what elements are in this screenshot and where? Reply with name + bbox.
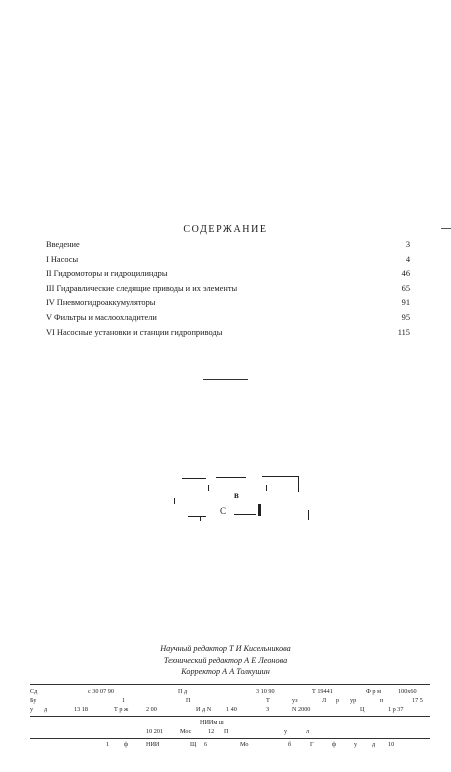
toc-item-page: 91 [401,298,410,308]
imprint-cell: Т [266,697,270,704]
imprint-cell: 1 р 37 [388,706,404,713]
imprint-cell: л [306,728,310,735]
stamp-mark [234,514,256,515]
imprint-cell: 10 201 [146,728,164,735]
stamp-fragment: С [220,506,227,516]
toc-item-page: 3 [405,240,410,249]
imprint-cell: Ф р м [366,688,381,695]
imprint-cell: п [380,697,384,704]
toc-item-page: 65 [401,283,410,293]
imprint-cell: у [30,706,34,713]
toc-item [46,253,410,268]
stamp-fragment: в [234,490,239,500]
imprint-cell: 13 18 [74,706,88,713]
publishing-imprint [30,684,430,750]
toc-item-title: IV Пневмогидроаккумуляторы [46,298,156,308]
proofreader: Корректор А А Толкушин [181,667,270,677]
toc-item-title: V Фильтры и маслоохладители [46,312,157,322]
imprint-cell: Л [322,697,327,704]
imprint-cell: П [186,697,191,704]
toc-item-title: Введение [46,240,80,249]
stamp-mark [262,476,298,477]
imprint-cell: 2 00 [146,706,157,713]
imprint-cell: 3 10 90 [256,688,275,695]
toc-item [46,267,410,282]
imprint-cell: 100х60 [398,688,417,695]
scientific-editor: Научный редактор Т И Кисельникова [160,644,291,653]
toc-item-title: VI Насосные установки и станции гидроприводы [46,327,223,337]
section-rule [203,379,248,380]
stamp-mark [188,516,206,517]
imprint-cell: ф [124,741,129,748]
imprint-cell: 10 [388,741,395,748]
stamp-mark [266,485,267,491]
imprint-cell: 1 [122,697,126,704]
imprint-rule-top [30,684,430,685]
toc-item-page: 115 [397,327,410,337]
imprint-cell: N 2000 [292,706,311,713]
imprint-cell: Сд [30,688,38,695]
imprint-cell: уз [292,697,298,704]
imprint-cell: 1 [106,741,110,748]
imprint-cell: Мос [180,728,192,735]
toc-item [46,296,410,311]
stamp-mark [298,476,299,492]
imprint-cell: ур [350,697,357,704]
stamp-mark [258,504,261,516]
imprint-rule-bottom [30,738,430,739]
imprint-cell: Т 19441 [312,688,333,695]
toc-item-title: III Гидравлические следящие приводы и их элементы [46,283,238,293]
toc-item [46,311,410,326]
imprint-cell: Т р ж [114,706,129,713]
imprint-cell: П [224,728,229,735]
stamp-mark [308,510,309,520]
editorial-credits [0,643,451,678]
imprint-cell: ф [332,741,337,748]
imprint-cell: с 30 07 90 [88,688,114,695]
imprint-cell: Ц [360,706,365,713]
imprint-cell: 17 5 [412,697,423,704]
stamp-mark [200,516,201,521]
library-stamp [170,470,310,530]
toc-item-title: II Гидромоторы и гидроцилиндры [46,269,168,279]
technical-editor: Технический редактор А Е Леонова [163,655,288,665]
toc-item [46,282,410,297]
imprint-cell: 12 [208,728,215,735]
toc-item [46,238,410,253]
imprint-cell: б [288,741,292,748]
table-of-contents [46,238,410,340]
stamp-mark [216,477,246,478]
imprint-cell: Мо [240,741,249,748]
toc-title: СОДЕРЖАНИЕ [183,224,268,235]
toc-item-page: 4 [405,254,410,264]
toc-item-page: 95 [401,312,410,322]
imprint-cell: НИИ [146,741,160,748]
toc-item-page: 46 [401,269,410,279]
stamp-mark [174,498,175,504]
toc-item-title: I Насосы [46,254,79,264]
imprint-cell: Щ [190,741,197,748]
stamp-mark [208,485,209,491]
imprint-cell: р [336,697,340,704]
imprint-cell: у [284,728,288,735]
imprint-cell: Г [310,741,314,748]
imprint-cell: 6 [204,741,208,748]
imprint-cell: д [44,706,48,713]
imprint-cell: З [266,706,270,713]
imprint-cell: НИИм ш [200,719,224,726]
stamp-mark [182,478,206,479]
imprint-cell: И д N [196,706,212,713]
imprint-cell: 1 40 [226,706,237,713]
imprint-cell: у [354,741,358,748]
toc-item [46,326,410,341]
imprint-cell: д [372,741,376,748]
imprint-cell: Бу [30,697,37,704]
imprint-rule-middle [30,716,430,717]
imprint-cell: П д [178,688,188,695]
